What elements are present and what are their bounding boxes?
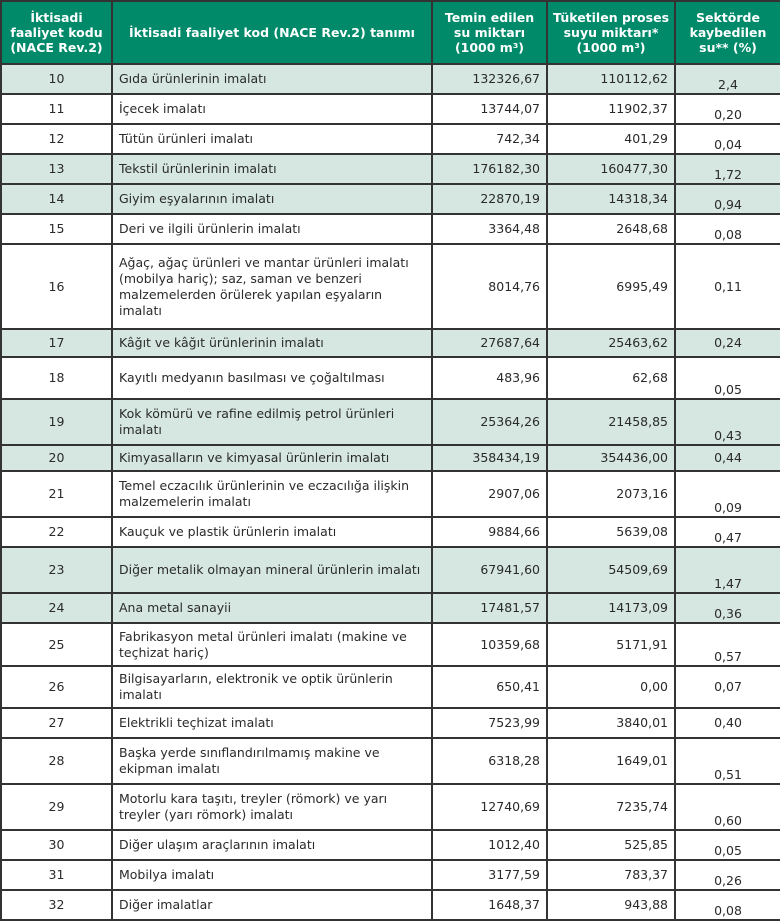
water-lost-cell: 0,44 — [675, 445, 780, 471]
water-lost-cell: 0,24 — [675, 329, 780, 357]
description-cell: Kâğıt ve kâğıt ürünlerinin imalatı — [112, 329, 432, 357]
water-lost-cell: 1,47 — [675, 547, 780, 593]
water-consumed-cell: 14173,09 — [547, 593, 675, 623]
water-consumed-cell: 11902,37 — [547, 94, 675, 124]
header-row — [1, 1, 780, 64]
nace-code-cell: 21 — [1, 471, 112, 517]
header-process-water-consumed: Tüketilen proses suyu miktarı* (1000 m³) — [547, 1, 675, 64]
description-cell: Temel eczacılık ürünlerinin ve eczacılığa ilişkin malzemelerin imalatı — [112, 471, 432, 517]
table-row — [1, 399, 780, 445]
water-supplied-cell: 67941,60 — [432, 547, 547, 593]
table-row — [1, 623, 780, 666]
nace-code-cell: 16 — [1, 244, 112, 329]
water-lost-cell: 0,51 — [675, 738, 780, 784]
nace-code-cell: 30 — [1, 830, 112, 860]
water-lost-cell: 0,04 — [675, 124, 780, 154]
table-row — [1, 471, 780, 517]
table-row — [1, 517, 780, 547]
water-supplied-cell: 7523,99 — [432, 708, 547, 738]
description-cell: Kok kömürü ve rafine edilmiş petrol ürünleri imalatı — [112, 399, 432, 445]
nace-code-cell: 15 — [1, 214, 112, 244]
water-consumed-cell: 3840,01 — [547, 708, 675, 738]
description-cell: Motorlu kara taşıtı, treyler (römork) ve yarı treyler (yarı römork) imalatı — [112, 784, 432, 830]
nace-code-cell: 11 — [1, 94, 112, 124]
table-row — [1, 445, 780, 471]
water-lost-cell: 0,11 — [675, 244, 780, 329]
description-cell: Kayıtlı medyanın basılması ve çoğaltılması — [112, 357, 432, 399]
water-consumed-cell: 354436,00 — [547, 445, 675, 471]
nace-code-cell: 18 — [1, 357, 112, 399]
water-consumed-cell: 2648,68 — [547, 214, 675, 244]
water-consumed-cell: 25463,62 — [547, 329, 675, 357]
water-supplied-cell: 1648,37 — [432, 890, 547, 920]
water-supplied-cell: 3364,48 — [432, 214, 547, 244]
water-supplied-cell: 12740,69 — [432, 784, 547, 830]
table-row — [1, 860, 780, 890]
water-consumed-cell: 2073,16 — [547, 471, 675, 517]
nace-code-cell: 27 — [1, 708, 112, 738]
description-cell: Diğer metalik olmayan mineral ürünlerin imalatı — [112, 547, 432, 593]
description-cell: Elektrikli teçhizat imalatı — [112, 708, 432, 738]
table-row — [1, 357, 780, 399]
description-cell: Bilgisayarların, elektronik ve optik ürünlerin imalatı — [112, 666, 432, 708]
table-row — [1, 738, 780, 784]
water-consumed-cell: 14318,34 — [547, 184, 675, 214]
water-consumed-cell: 0,00 — [547, 666, 675, 708]
header-water-supplied: Temin edilen su miktarı (1000 m³) — [432, 1, 547, 64]
description-cell: Diğer ulaşım araçlarının imalatı — [112, 830, 432, 860]
nace-code-cell: 25 — [1, 623, 112, 666]
nace-code-cell: 29 — [1, 784, 112, 830]
header-nace-description: İktisadi faaliyet kod (NACE Rev.2) tanımı — [112, 1, 432, 64]
description-cell: Gıda ürünlerinin imalatı — [112, 64, 432, 94]
water-supplied-cell: 10359,68 — [432, 623, 547, 666]
description-cell: Başka yerde sınıflandırılmamış makine ve ekipman imalatı — [112, 738, 432, 784]
table-row — [1, 64, 780, 94]
water-supplied-cell: 25364,26 — [432, 399, 547, 445]
table-row — [1, 124, 780, 154]
water-supplied-cell: 1012,40 — [432, 830, 547, 860]
water-lost-cell: 1,72 — [675, 154, 780, 184]
water-supplied-cell: 27687,64 — [432, 329, 547, 357]
table-row — [1, 784, 780, 830]
water-supplied-cell: 742,34 — [432, 124, 547, 154]
nace-code-cell: 13 — [1, 154, 112, 184]
water-supplied-cell: 6318,28 — [432, 738, 547, 784]
water-consumed-cell: 401,29 — [547, 124, 675, 154]
water-supplied-cell: 483,96 — [432, 357, 547, 399]
table-row — [1, 890, 780, 920]
water-lost-cell: 0,05 — [675, 830, 780, 860]
description-cell: Ağaç, ağaç ürünleri ve mantar ürünleri imalatı (mobilya hariç); saz, saman ve benzeri malzemelerden örülerek yapılan eşyaların imalatı — [112, 244, 432, 329]
water-supplied-cell: 9884,66 — [432, 517, 547, 547]
water-supplied-cell: 22870,19 — [432, 184, 547, 214]
water-lost-cell: 0,05 — [675, 357, 780, 399]
water-consumed-cell: 5171,91 — [547, 623, 675, 666]
water-consumed-cell: 6995,49 — [547, 244, 675, 329]
table-row — [1, 666, 780, 708]
water-lost-cell: 0,26 — [675, 860, 780, 890]
nace-code-cell: 24 — [1, 593, 112, 623]
table-row — [1, 830, 780, 860]
nace-code-cell: 26 — [1, 666, 112, 708]
description-cell: Tekstil ürünlerinin imalatı — [112, 154, 432, 184]
water-lost-cell: 0,47 — [675, 517, 780, 547]
description-cell: Kauçuk ve plastik ürünlerin imalatı — [112, 517, 432, 547]
nace-code-cell: 28 — [1, 738, 112, 784]
header-nace-code: İktisadi faaliyet kodu (NACE Rev.2) — [1, 1, 112, 64]
water-supplied-cell: 8014,76 — [432, 244, 547, 329]
water-lost-cell: 0,60 — [675, 784, 780, 830]
table-row — [1, 708, 780, 738]
nace-code-cell: 17 — [1, 329, 112, 357]
description-cell: Deri ve ilgili ürünlerin imalatı — [112, 214, 432, 244]
nace-code-cell: 19 — [1, 399, 112, 445]
table-body — [1, 64, 780, 920]
water-supplied-cell: 132326,67 — [432, 64, 547, 94]
table-row — [1, 154, 780, 184]
water-lost-cell: 0,43 — [675, 399, 780, 445]
water-consumed-cell: 21458,85 — [547, 399, 675, 445]
water-lost-cell: 0,07 — [675, 666, 780, 708]
table-row — [1, 184, 780, 214]
water-supplied-cell: 2907,06 — [432, 471, 547, 517]
description-cell: Mobilya imalatı — [112, 860, 432, 890]
water-consumed-cell: 783,37 — [547, 860, 675, 890]
water-consumed-cell: 5639,08 — [547, 517, 675, 547]
water-supplied-cell: 176182,30 — [432, 154, 547, 184]
nace-code-cell: 31 — [1, 860, 112, 890]
description-cell: İçecek imalatı — [112, 94, 432, 124]
nace-code-cell: 10 — [1, 64, 112, 94]
nace-code-cell: 20 — [1, 445, 112, 471]
water-lost-cell: 0,08 — [675, 890, 780, 920]
nace-code-cell: 12 — [1, 124, 112, 154]
table-row — [1, 593, 780, 623]
nace-code-cell: 14 — [1, 184, 112, 214]
nace-code-cell: 22 — [1, 517, 112, 547]
water-supplied-cell: 650,41 — [432, 666, 547, 708]
header-water-lost-percent: Sektörde kaybedilen su** (%) — [675, 1, 780, 64]
nace-code-cell: 23 — [1, 547, 112, 593]
water-consumed-cell: 1649,01 — [547, 738, 675, 784]
water-consumed-cell: 110112,62 — [547, 64, 675, 94]
water-supplied-cell: 17481,57 — [432, 593, 547, 623]
table-row — [1, 329, 780, 357]
water-lost-cell: 0,36 — [675, 593, 780, 623]
water-lost-cell: 0,40 — [675, 708, 780, 738]
water-consumed-cell: 54509,69 — [547, 547, 675, 593]
water-consumed-cell: 62,68 — [547, 357, 675, 399]
water-supplied-cell: 13744,07 — [432, 94, 547, 124]
water-lost-cell: 0,09 — [675, 471, 780, 517]
water-lost-cell: 0,57 — [675, 623, 780, 666]
water-consumed-cell: 160477,30 — [547, 154, 675, 184]
water-supplied-cell: 3177,59 — [432, 860, 547, 890]
table-row — [1, 244, 780, 329]
water-lost-cell: 0,20 — [675, 94, 780, 124]
table-row — [1, 214, 780, 244]
water-consumed-cell: 525,85 — [547, 830, 675, 860]
description-cell: Giyim eşyalarının imalatı — [112, 184, 432, 214]
water-lost-cell: 0,94 — [675, 184, 780, 214]
table-row — [1, 94, 780, 124]
table-row — [1, 547, 780, 593]
description-cell: Tütün ürünleri imalatı — [112, 124, 432, 154]
description-cell: Diğer imalatlar — [112, 890, 432, 920]
nace-code-cell: 32 — [1, 890, 112, 920]
description-cell: Ana metal sanayii — [112, 593, 432, 623]
description-cell: Kimyasalların ve kimyasal ürünlerin imalatı — [112, 445, 432, 471]
water-lost-cell: 0,08 — [675, 214, 780, 244]
water-lost-cell: 2,4 — [675, 64, 780, 94]
water-consumed-cell: 7235,74 — [547, 784, 675, 830]
water-consumed-cell: 943,88 — [547, 890, 675, 920]
water-supplied-cell: 358434,19 — [432, 445, 547, 471]
description-cell: Fabrikasyon metal ürünleri imalatı (makine ve teçhizat hariç) — [112, 623, 432, 666]
